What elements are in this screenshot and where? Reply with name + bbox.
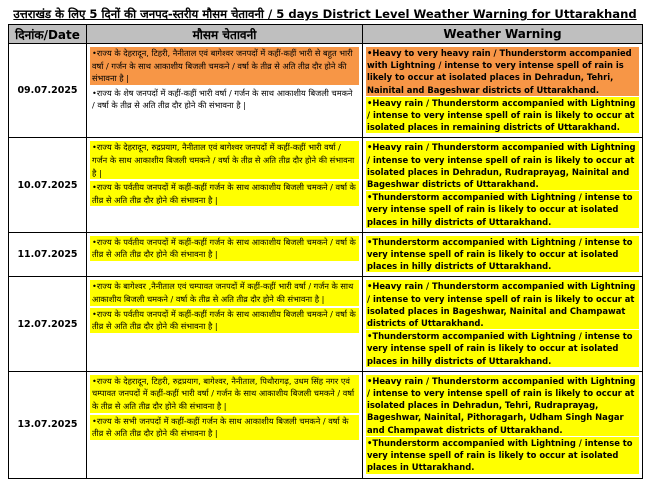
hindi-warning-cell [87, 138, 363, 232]
date-cell: 13.07.2025 [9, 371, 87, 478]
table-row [9, 44, 643, 138]
hindi-warning-yellow: •राज्य के पर्वतीय जनपदों में कहीं-कहीं गर्जन के साथ आकाशीय बिजली चमकने / वर्षा के तीव्र से अति तीव्र दौर होने की संभावना है | [90, 181, 359, 206]
english-warning-yellow: •Thunderstorm accompanied with Lightning / intense to very intense spell of rain is likely to occur at isolated places in hilly districts of Uttarakhand. [366, 191, 639, 228]
hindi-warning-orange: •राज्य के देहरादून, टिहरी, नैनीताल एवं बागेश्वर जनपदों में कहीं-कहीं भारी से बहुत भारी वर्षा / गर्जन के साथ आकाशीय बिजली चमकने / वर्षा के तीव्र से अति तीव्र दौर होने की संभावना है | [90, 47, 359, 85]
table-row [9, 232, 643, 277]
hindi-warning-yellow: •राज्य के देहरादून, टिहरी, रुद्रप्रयाग, बागेश्वर, नैनीताल, पिथौरागढ़, उधम सिंह नगर एवं चम्पावत जनपदों में कहीं-कहीं भारी वर्षा / गर्जन के साथ आकाशीय बिजली चमकने / वर्षा के तीव्र से अति तीव्र दौर होने की संभावना है | [90, 375, 359, 413]
table-row [9, 277, 643, 371]
english-warning-yellow: •Thunderstorm accompanied with Lightning / intense to very intense spell of rain is likely to occur at isolated places in hilly districts of Uttarakhand. [366, 330, 639, 367]
date-column-header: दिनांक/Date [9, 25, 87, 44]
hindi-warning-cell [87, 44, 363, 138]
hindi-warning-cell [87, 371, 363, 478]
english-warning-yellow: •Heavy rain / Thunderstorm accompanied with Lightning / intense to very intense spell of rain is likely to occur at isolated places in Dehradun, Tehri, Rudraprayag, Bageshwar, Nainital, Pithoragarh, Udham Singh Nagar and Champawat districts of Uttarakhand. [366, 375, 639, 436]
hindi-warning-yellow: •राज्य के सभी जनपदों में कहीं-कहीं गर्जन के साथ आकाशीय बिजली चमकने / वर्षा के तीव्र से अति तीव्र दौर होने की संभावना है | [90, 415, 359, 440]
hindi-warning-cell [87, 232, 363, 277]
hindi-warning-yellow: •राज्य के देहरादून, रुद्रप्रयाग, नैनीताल एवं बागेश्वर जनपदों में कहीं-कहीं भारी वर्षा / गर्जन के साथ आकाशीय बिजली चमकने / वर्षा के तीव्र से अति तीव्र दौर होने की संभावना है | [90, 141, 359, 179]
english-warning-cell [363, 232, 643, 277]
warning-table [8, 24, 643, 479]
english-warning-yellow: •Thunderstorm accompanied with Lightning / intense to very intense spell of rain is likely to occur at isolated places in Uttarakhand. [366, 437, 639, 474]
english-warning-orange: •Heavy to very heavy rain / Thunderstorm accompanied with Lightning / intense to very intense spell of rain is likely to occur at isolated places in Dehradun, Tehri, Nainital and Bageshwar districts of Uttarakhand. [366, 47, 639, 96]
english-warning-yellow: •Heavy rain / Thunderstorm accompanied with Lightning / intense to very intense spell of rain is likely to occur at isolated places in Bageshwar, Nainital and Champawat districts of Uttarakhand. [366, 280, 639, 329]
hindi-column-header: मौसम चेतावनी [87, 25, 363, 44]
date-cell: 12.07.2025 [9, 277, 87, 371]
hindi-warning-yellow: •राज्य के पर्वतीय जनपदों में कहीं-कहीं गर्जन के साथ आकाशीय बिजली चमकने / वर्षा के तीव्र से अति तीव्र दौर होने की संभावना है | [90, 308, 359, 333]
date-cell: 09.07.2025 [9, 44, 87, 138]
hindi-warning-yellow: •राज्य के शेष जनपदों में कहीं-कहीं भारी वर्षा / गर्जन के साथ आकाशीय बिजली चमकने / वर्षा के तीव्र से अति तीव्र दौर होने की संभावना है | [90, 87, 359, 112]
hindi-warning-yellow: •राज्य के बागेश्वर ,नैनीताल एवं चम्पावत जनपदों में कहीं-कहीं भारी वर्षा / गर्जन के साथ आकाशीय बिजली चमकने / वर्षा के तीव्र से अति तीव्र दौर होने की संभावना है | [90, 280, 359, 305]
english-warning-yellow: •Heavy rain / Thunderstorm accompanied with Lightning / intense to very intense spell of rain is likely to occur at isolated places in Dehradun, Rudraprayag, Nainital and Bageshwar districts of Uttarakhand. [366, 141, 639, 190]
table-row [9, 371, 643, 478]
hindi-warning-yellow: •राज्य के पर्वतीय जनपदों में कहीं-कहीं गर्जन के साथ आकाशीय बिजली चमकने / वर्षा के तीव्र से अति तीव्र दौर होने की संभावना है | [90, 236, 359, 261]
date-cell: 10.07.2025 [9, 138, 87, 232]
table-row [9, 138, 643, 232]
english-warning-cell [363, 44, 643, 138]
header-row [9, 25, 643, 44]
english-warning-cell [363, 277, 643, 371]
english-warning-yellow: •Heavy rain / Thunderstorm accompanied with Lightning / intense to very intense spell of rain is likely to occur at isolated places in remaining districts of Uttarakhand. [366, 97, 639, 134]
hindi-warning-cell [87, 277, 363, 371]
page-title: उत्तराखंड के लिए 5 दिनों की जनपद-स्तरीय मौसम चेतावनी / 5 days District Level Weather Warning for Uttarakhand [13, 7, 637, 21]
english-column-header: Weather Warning [363, 25, 643, 44]
english-warning-yellow: •Thunderstorm accompanied with Lightning / intense to very intense spell of rain is likely to occur at isolated places in hilly districts of Uttarakhand. [366, 236, 639, 273]
english-warning-cell [363, 138, 643, 232]
english-warning-cell [363, 371, 643, 478]
date-cell: 11.07.2025 [9, 232, 87, 277]
